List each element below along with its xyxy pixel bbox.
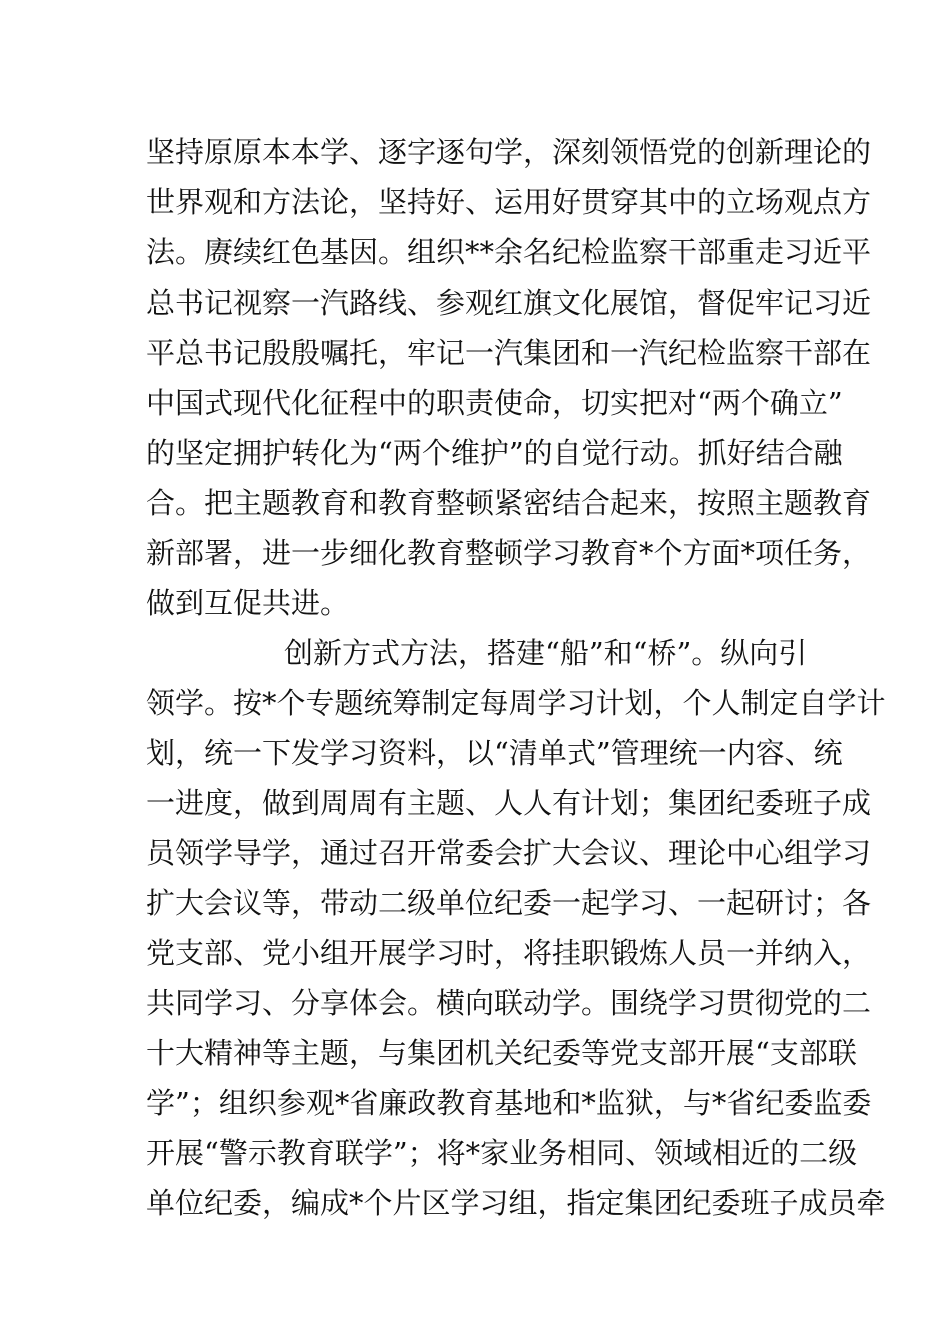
text-line: 新部署，进一步细化教育整顿学习教育*个方面*项任务， bbox=[146, 536, 872, 570]
text-line: 法。赓续红色基因。组织**余名纪检监察干部重走习近平 bbox=[146, 235, 872, 269]
text-line: 十大精神等主题，与集团机关纪委等党支部开展“支部联 bbox=[146, 1036, 857, 1070]
text-line: 坚持原原本本学、逐字逐句学，深刻领悟党的创新理论的 bbox=[146, 135, 872, 169]
text-line: 合。把主题教育和教育整顿紧密结合起来，按照主题教育 bbox=[146, 486, 872, 520]
text-line: 党支部、党小组开展学习时，将挂职锻炼人员一并纳入， bbox=[146, 936, 872, 970]
text-line: 扩大会议等，带动二级单位纪委一起学习、一起研讨；各 bbox=[146, 886, 872, 920]
text-line: 中国式现代化征程中的职责使命，切实把对“两个确立” bbox=[146, 386, 843, 420]
text-line: 平总书记殷殷嘱托，牢记一汽集团和一汽纪检监察干部在 bbox=[146, 336, 872, 370]
text-line: 总书记视察一汽路线、参观红旗文化展馆，督促牢记习近 bbox=[146, 286, 872, 320]
text-line: 划，统一下发学习资料，以“清单式”管理统一内容、统 bbox=[146, 736, 843, 770]
text-line: 的坚定拥护转化为“两个维护”的自觉行动。抓好结合融 bbox=[146, 436, 843, 470]
text-line: 员领学导学，通过召开常委会扩大会议、理论中心组学习 bbox=[146, 836, 872, 870]
text-line: 做到互促共进。 bbox=[146, 586, 350, 620]
text-line: 单位纪委，编成*个片区学习组，指定集团纪委班子成员牵 bbox=[146, 1186, 886, 1220]
paragraph-heading-line: 创新方式方法，搭建“船”和“桥”。纵向引 bbox=[284, 636, 808, 670]
text-line: 世界观和方法论，坚持好、运用好贯穿其中的立场观点方 bbox=[146, 185, 872, 219]
text-line: 领学。按*个专题统筹制定每周学习计划，个人制定自学计 bbox=[146, 686, 886, 720]
text-line: 学”；组织参观*省廉政教育基地和*监狱，与*省纪委监委 bbox=[146, 1086, 872, 1120]
text-line: 一进度，做到周周有主题、人人有计划；集团纪委班子成 bbox=[146, 786, 872, 820]
text-line: 开展“警示教育联学”；将*家业务相同、领域相近的二级 bbox=[146, 1136, 858, 1170]
text-line: 共同学习、分享体会。横向联动学。围绕学习贯彻党的二 bbox=[146, 986, 872, 1020]
